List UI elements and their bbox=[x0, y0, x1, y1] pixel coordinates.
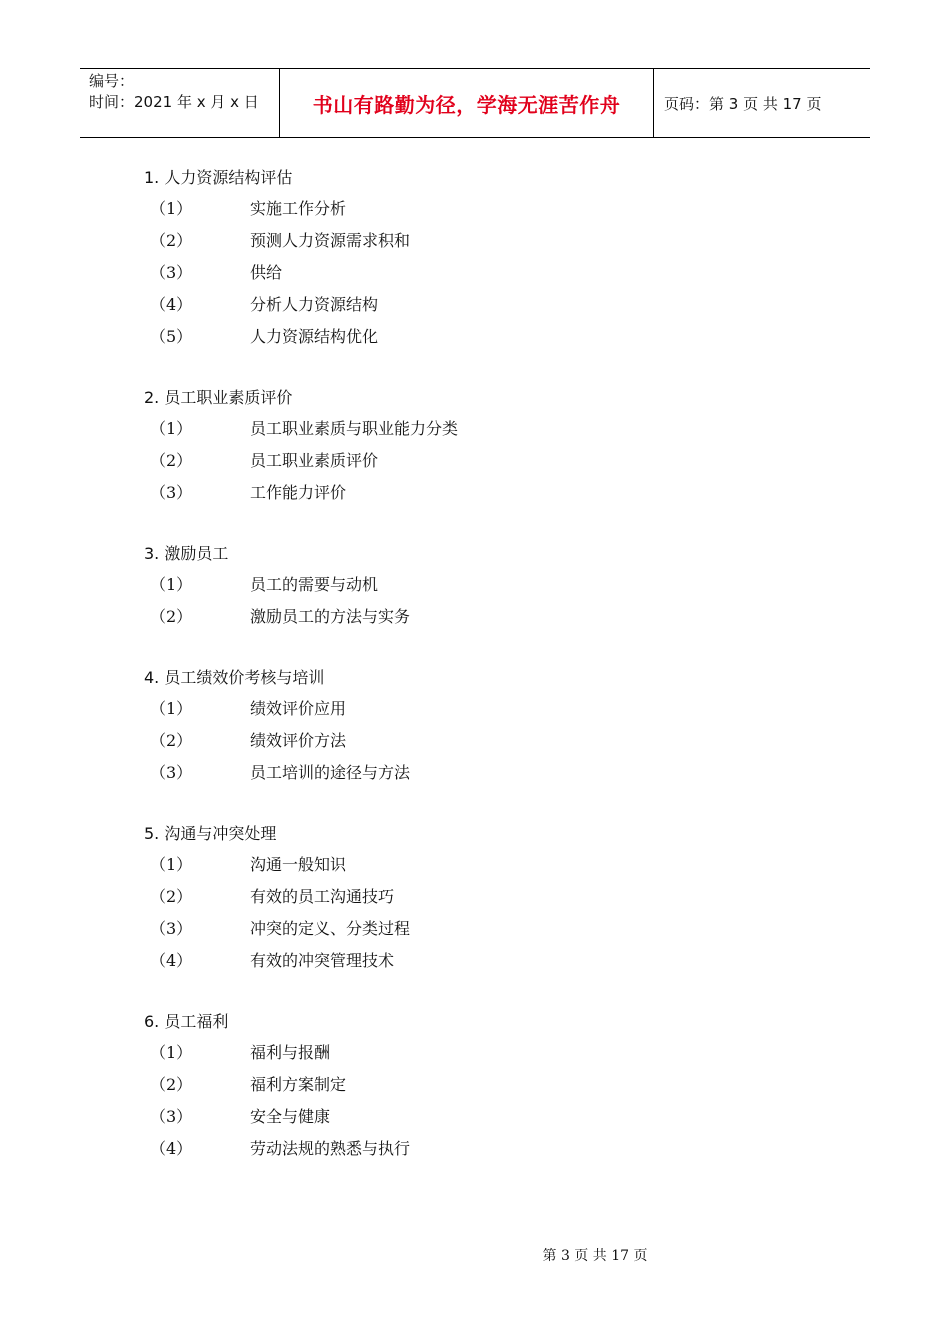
item-text: 员工职业素质评价 bbox=[250, 451, 379, 470]
item-number: （3） bbox=[150, 763, 193, 782]
list-item bbox=[144, 1069, 844, 1101]
outline-section bbox=[144, 1007, 844, 1165]
item-number: （1） bbox=[150, 855, 193, 874]
section-title: 3. 激励员工 bbox=[144, 544, 229, 563]
outline-content bbox=[144, 163, 844, 1195]
item-text: 有效的员工沟通技巧 bbox=[250, 887, 395, 906]
item-text: 分析人力资源结构 bbox=[250, 295, 379, 314]
item-number: （3） bbox=[150, 263, 193, 282]
header-meta bbox=[80, 69, 280, 137]
item-number: （2） bbox=[150, 231, 193, 250]
section-title: 2. 员工职业素质评价 bbox=[144, 388, 293, 407]
page-footer: 第 3 页 共 17 页 bbox=[542, 1248, 648, 1264]
section-title: 1. 人力资源结构评估 bbox=[144, 168, 293, 187]
list-item bbox=[144, 945, 844, 977]
list-item bbox=[144, 569, 844, 601]
item-number: （1） bbox=[150, 699, 193, 718]
item-number: （2） bbox=[150, 451, 193, 470]
item-text: 绩效评价方法 bbox=[250, 731, 347, 750]
item-number: （2） bbox=[150, 887, 193, 906]
page-header bbox=[80, 68, 870, 138]
item-number: （2） bbox=[150, 607, 193, 626]
outline-section bbox=[144, 539, 844, 633]
list-item bbox=[144, 445, 844, 477]
item-text: 员工的需要与动机 bbox=[250, 575, 379, 594]
item-text: 工作能力评价 bbox=[250, 483, 347, 502]
outline-section bbox=[144, 663, 844, 789]
item-number: （2） bbox=[150, 731, 193, 750]
list-item bbox=[144, 477, 844, 509]
list-item bbox=[144, 225, 844, 257]
list-item bbox=[144, 193, 844, 225]
list-item bbox=[144, 1133, 844, 1165]
item-number: （1） bbox=[150, 1043, 193, 1062]
item-number: （4） bbox=[150, 295, 193, 314]
list-item bbox=[144, 1037, 844, 1069]
list-item bbox=[144, 725, 844, 757]
list-item bbox=[144, 849, 844, 881]
item-number: （4） bbox=[150, 1139, 193, 1158]
list-item bbox=[144, 289, 844, 321]
item-number: （1） bbox=[150, 199, 193, 218]
item-text: 人力资源结构优化 bbox=[250, 327, 379, 346]
item-text: 供给 bbox=[250, 263, 283, 282]
item-text: 福利与报酬 bbox=[250, 1043, 331, 1062]
header-page-info: 页码：第 3 页 共 17 页 bbox=[664, 94, 822, 113]
item-text: 安全与健康 bbox=[250, 1107, 331, 1126]
outline-section bbox=[144, 383, 844, 509]
list-item bbox=[144, 757, 844, 789]
item-text: 预测人力资源需求积和 bbox=[250, 231, 411, 250]
list-item bbox=[144, 881, 844, 913]
item-number: （1） bbox=[150, 575, 193, 594]
item-text: 冲突的定义、分类过程 bbox=[250, 919, 411, 938]
section-title: 6. 员工福利 bbox=[144, 1012, 229, 1031]
item-text: 劳动法规的熟悉与执行 bbox=[250, 1139, 411, 1158]
section-title: 4. 员工绩效价考核与培训 bbox=[144, 668, 325, 687]
list-item bbox=[144, 601, 844, 633]
item-text: 激励员工的方法与实务 bbox=[250, 607, 411, 626]
section-title: 5. 沟通与冲突处理 bbox=[144, 824, 277, 843]
item-text: 沟通一般知识 bbox=[250, 855, 347, 874]
item-text: 员工培训的途径与方法 bbox=[250, 763, 411, 782]
header-motto: 书山有路勤为径，学海无涯苦作舟 bbox=[280, 69, 654, 137]
item-number: （1） bbox=[150, 419, 193, 438]
item-number: （3） bbox=[150, 483, 193, 502]
item-text: 福利方案制定 bbox=[250, 1075, 347, 1094]
item-text: 员工职业素质与职业能力分类 bbox=[250, 419, 459, 438]
list-item bbox=[144, 413, 844, 445]
list-item bbox=[144, 693, 844, 725]
list-item bbox=[144, 913, 844, 945]
item-number: （5） bbox=[150, 327, 193, 346]
outline-section bbox=[144, 819, 844, 977]
outline-section bbox=[144, 163, 844, 353]
item-text: 绩效评价应用 bbox=[250, 699, 347, 718]
list-item bbox=[144, 321, 844, 353]
list-item bbox=[144, 257, 844, 289]
item-number: （3） bbox=[150, 919, 193, 938]
number-label: 编号： bbox=[89, 72, 135, 90]
item-number: （2） bbox=[150, 1075, 193, 1094]
time-label: 时间：2021 年 x 月 x 日 bbox=[89, 93, 259, 111]
item-text: 有效的冲突管理技术 bbox=[250, 951, 395, 970]
item-number: （3） bbox=[150, 1107, 193, 1126]
item-number: （4） bbox=[150, 951, 193, 970]
item-text: 实施工作分析 bbox=[250, 199, 347, 218]
list-item bbox=[144, 1101, 844, 1133]
